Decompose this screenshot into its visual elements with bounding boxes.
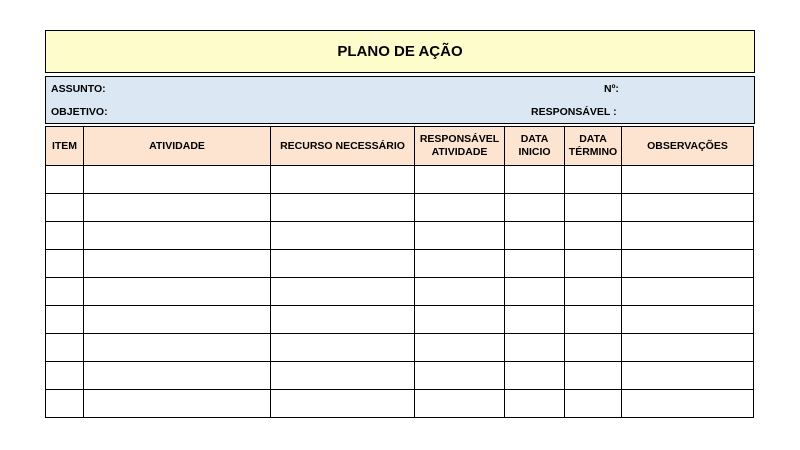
table-cell[interactable]: [271, 334, 415, 362]
table-cell[interactable]: [565, 166, 622, 194]
table-cell[interactable]: [622, 222, 754, 250]
table-cell[interactable]: [622, 166, 754, 194]
table-cell[interactable]: [84, 222, 271, 250]
table-cell[interactable]: [46, 250, 84, 278]
table-row: [46, 250, 754, 278]
table-cell[interactable]: [46, 166, 84, 194]
table-cell[interactable]: [84, 362, 271, 390]
table-cell[interactable]: [415, 194, 505, 222]
table-cell[interactable]: [622, 306, 754, 334]
table-cell[interactable]: [505, 362, 565, 390]
table-cell[interactable]: [271, 250, 415, 278]
table-cell[interactable]: [622, 390, 754, 418]
table-cell[interactable]: [415, 222, 505, 250]
table-cell[interactable]: [565, 278, 622, 306]
table-cell[interactable]: [271, 222, 415, 250]
table-cell[interactable]: [84, 250, 271, 278]
table-cell[interactable]: [505, 306, 565, 334]
table-cell[interactable]: [565, 250, 622, 278]
table-row: [46, 194, 754, 222]
table-cell[interactable]: [565, 222, 622, 250]
table-row: [46, 334, 754, 362]
table-cell[interactable]: [46, 306, 84, 334]
table-cell[interactable]: [46, 390, 84, 418]
table-cell[interactable]: [622, 334, 754, 362]
assunto-label: ASSUNTO:: [51, 83, 106, 95]
table-cell[interactable]: [622, 278, 754, 306]
table-cell[interactable]: [565, 362, 622, 390]
table-cell[interactable]: [46, 278, 84, 306]
table-cell[interactable]: [84, 390, 271, 418]
table-row: [46, 278, 754, 306]
header-recurso-necessario: RECURSO NECESSÁRIO: [271, 127, 415, 166]
table-cell[interactable]: [271, 306, 415, 334]
header-atividade: ATIVIDADE: [84, 127, 271, 166]
table-cell[interactable]: [271, 194, 415, 222]
table-cell[interactable]: [505, 222, 565, 250]
objetivo-label: OBJETIVO:: [51, 106, 108, 118]
table-cell[interactable]: [271, 166, 415, 194]
header-data-termino: DATA TÉRMINO: [565, 127, 622, 166]
table-cell[interactable]: [271, 362, 415, 390]
table-row: [46, 390, 754, 418]
table-cell[interactable]: [415, 390, 505, 418]
table-cell[interactable]: [46, 334, 84, 362]
table-cell[interactable]: [84, 278, 271, 306]
table-cell[interactable]: [271, 390, 415, 418]
table-cell[interactable]: [415, 278, 505, 306]
table-cell[interactable]: [415, 166, 505, 194]
table-cell[interactable]: [84, 306, 271, 334]
table-cell[interactable]: [505, 194, 565, 222]
responsavel-label: RESPONSÁVEL :: [531, 106, 617, 118]
info-panel: [45, 76, 755, 124]
table-cell[interactable]: [415, 362, 505, 390]
header-item: ITEM: [46, 127, 84, 166]
table-cell[interactable]: [622, 362, 754, 390]
table-cell[interactable]: [565, 334, 622, 362]
action-plan-table: [45, 126, 754, 418]
table-cell[interactable]: [84, 166, 271, 194]
table-cell[interactable]: [565, 306, 622, 334]
table-header-row: [46, 127, 754, 166]
table-row: [46, 306, 754, 334]
table-cell[interactable]: [505, 250, 565, 278]
table-cell[interactable]: [415, 334, 505, 362]
plan-title: [45, 30, 755, 73]
table-cell[interactable]: [505, 390, 565, 418]
table-row: [46, 362, 754, 390]
table-cell[interactable]: [415, 250, 505, 278]
table-cell[interactable]: [84, 334, 271, 362]
table-cell[interactable]: [46, 362, 84, 390]
table-cell[interactable]: [271, 278, 415, 306]
table-cell[interactable]: [46, 222, 84, 250]
table-cell[interactable]: [84, 194, 271, 222]
table-cell[interactable]: [46, 194, 84, 222]
table-cell[interactable]: [505, 278, 565, 306]
header-responsavel-atividade: RESPONSÁVEL ATIVIDADE: [415, 127, 505, 166]
table-cell[interactable]: [565, 194, 622, 222]
table-row: [46, 166, 754, 194]
table-cell[interactable]: [565, 390, 622, 418]
header-data-inicio: DATA INICIO: [505, 127, 565, 166]
table-row: [46, 222, 754, 250]
plan-title-text: PLANO DE AÇÃO: [337, 43, 463, 60]
header-observacoes: OBSERVAÇÕES: [622, 127, 754, 166]
table-cell[interactable]: [505, 166, 565, 194]
table-cell[interactable]: [505, 334, 565, 362]
table-cell[interactable]: [622, 194, 754, 222]
table-cell[interactable]: [415, 306, 505, 334]
table-cell[interactable]: [622, 250, 754, 278]
numero-label: Nº:: [604, 83, 619, 95]
